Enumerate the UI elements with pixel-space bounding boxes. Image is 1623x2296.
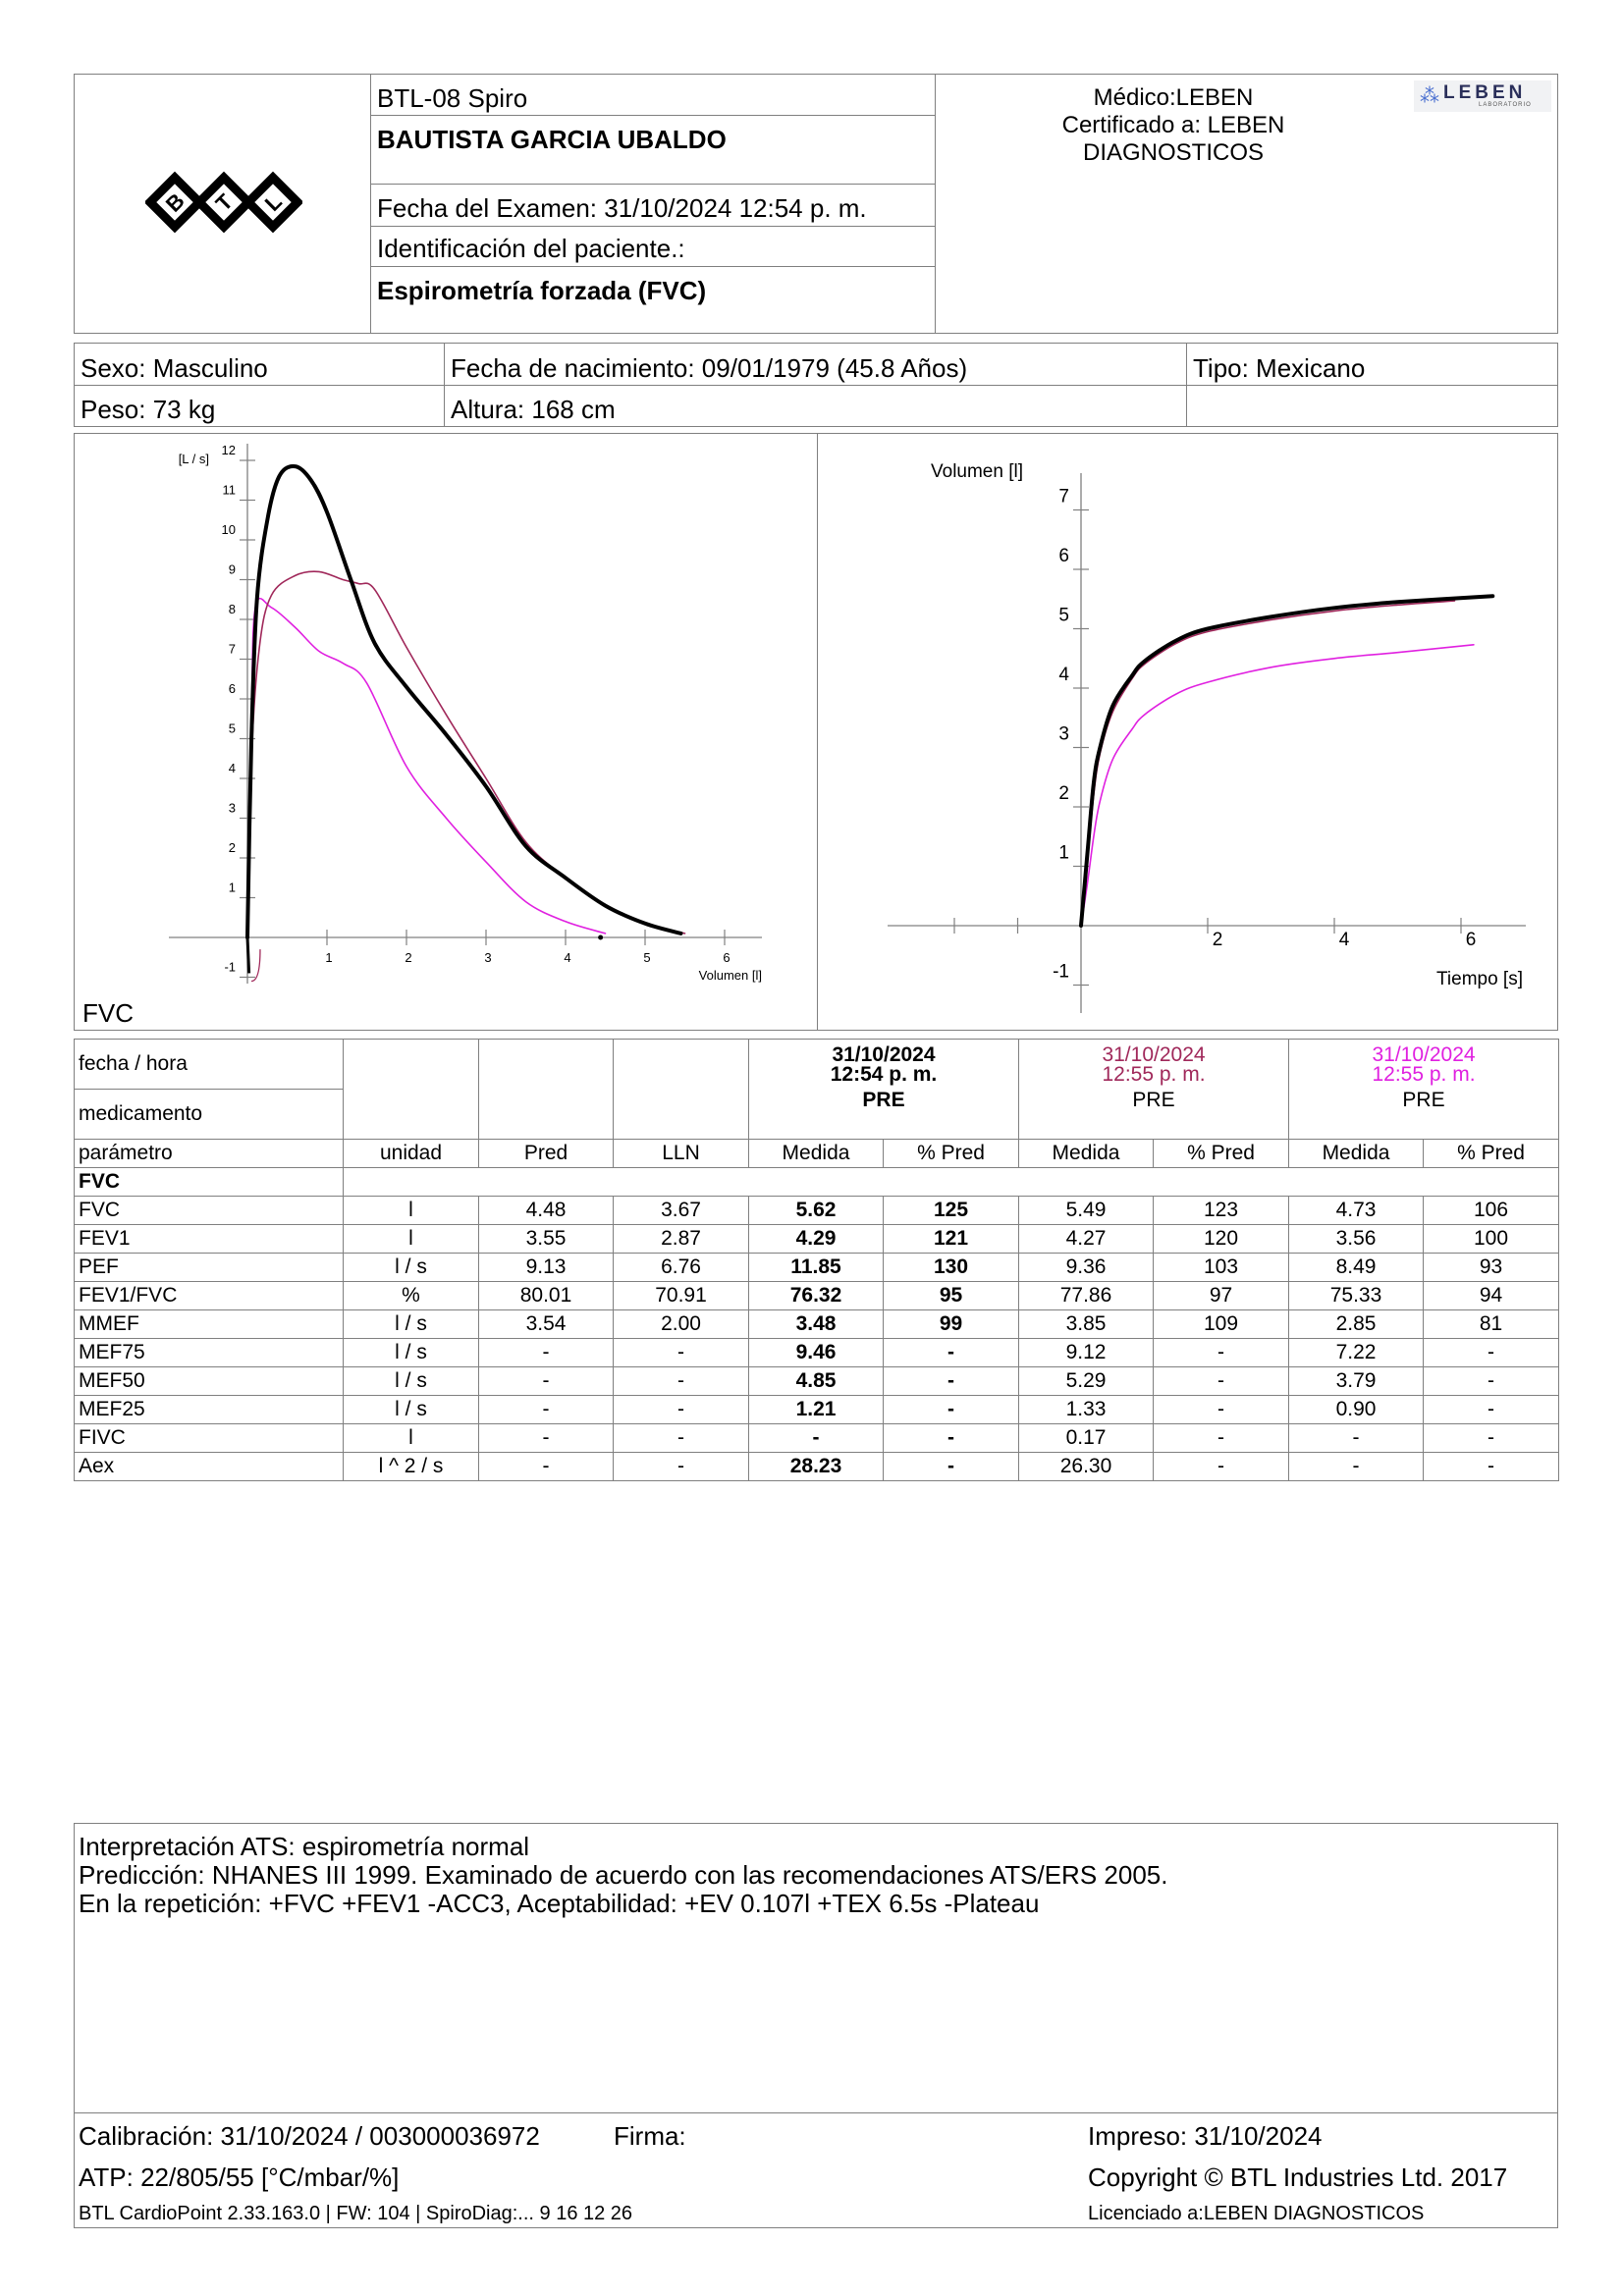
- patient-type: Tipo: Mexicano: [1193, 353, 1366, 383]
- table-cell: 2.00: [614, 1310, 749, 1339]
- x-tick-label: 1: [325, 950, 333, 965]
- y-tick-label: 5: [228, 721, 236, 736]
- table-cell: l: [344, 1424, 479, 1453]
- table-cell: 9.12: [1019, 1339, 1154, 1367]
- inspiration-tail: [251, 949, 260, 981]
- patient-sex: Sexo: Masculino: [81, 353, 268, 383]
- column-header: Medida: [749, 1140, 884, 1168]
- y-tick-label: 2: [228, 840, 236, 855]
- table-row: [75, 1339, 1559, 1367]
- table-cell: 5.62: [749, 1197, 884, 1225]
- table-cell: 97: [1154, 1282, 1289, 1310]
- table-cell: -: [1424, 1367, 1559, 1396]
- trial-medication: PRE: [1402, 1089, 1445, 1111]
- table-cell: 95: [884, 1282, 1019, 1310]
- btl-logo: [145, 163, 302, 241]
- table-cell: l / s: [344, 1254, 479, 1282]
- table-cell: l ^ 2 / s: [344, 1453, 479, 1481]
- x-tick-label: 2: [1212, 930, 1223, 950]
- y-tick-label: 8: [228, 602, 236, 616]
- trial-medication: PRE: [862, 1089, 905, 1111]
- column-header: Medida: [1019, 1140, 1154, 1168]
- table-cell: MEF50: [75, 1367, 344, 1396]
- table-cell: -: [1154, 1339, 1289, 1367]
- table-cell: MEF25: [75, 1396, 344, 1424]
- table-cell: 125: [884, 1197, 1019, 1225]
- fvc-marker: [598, 935, 603, 940]
- exam-date: Fecha del Examen: 31/10/2024 12:54 p. m.: [377, 193, 867, 223]
- table-cell: -: [614, 1339, 749, 1367]
- table-cell: 4.29: [749, 1225, 884, 1254]
- svg-text:L: L: [259, 188, 287, 216]
- signature-label: Firma:: [614, 2121, 686, 2151]
- trial-header: [1289, 1040, 1559, 1140]
- y-tick-label: -1: [1053, 961, 1069, 983]
- y-tick-label: 3: [1058, 723, 1069, 745]
- table-cell: Aex: [75, 1453, 344, 1481]
- y-axis-label: [L / s]: [178, 452, 209, 466]
- table-cell: 130: [884, 1254, 1019, 1282]
- table-cell: -: [1424, 1396, 1559, 1424]
- table-cell: -: [1154, 1396, 1289, 1424]
- device-name: BTL-08 Spiro: [377, 83, 528, 113]
- table-cell: -: [479, 1367, 614, 1396]
- table-cell: -: [479, 1424, 614, 1453]
- x-axis-label: Volumen [l]: [698, 968, 762, 983]
- table-cell: 3.56: [1289, 1225, 1424, 1254]
- table-cell: -: [1154, 1453, 1289, 1481]
- x-axis-label: Tiempo [s]: [1436, 969, 1523, 989]
- table-cell: 80.01: [479, 1282, 614, 1310]
- column-header: LLN: [614, 1140, 749, 1168]
- software-version: BTL CardioPoint 2.33.163.0 | FW: 104 | SpiroDiag:... 9 16 12 26: [79, 2203, 633, 2224]
- y-tick-label: 2: [1058, 783, 1069, 804]
- leben-logo: [1414, 80, 1551, 112]
- interpretation-line-3: En la repetición: +FVC +FEV1 -ACC3, Aceptabilidad: +EV 0.107l +TEX 6.5s -Plateau: [79, 1889, 1040, 1918]
- leben-logo-icon: ⁂: [1420, 85, 1439, 107]
- table-cell: 3.55: [479, 1225, 614, 1254]
- y-tick-label: 6: [228, 681, 236, 696]
- table-cell: 70.91: [614, 1282, 749, 1310]
- charts-label: FVC: [82, 998, 134, 1028]
- column-header: unidad: [344, 1140, 479, 1168]
- table-cell: 81: [1424, 1310, 1559, 1339]
- x-tick-label: 4: [564, 950, 571, 965]
- table-cell: 5.49: [1019, 1197, 1154, 1225]
- column-header: % Pred: [884, 1140, 1019, 1168]
- section-spacer: [344, 1168, 1559, 1197]
- column-header: Medida: [1289, 1140, 1424, 1168]
- table-row: [75, 1424, 1559, 1453]
- table-row: [75, 1367, 1559, 1396]
- table-row: [75, 1453, 1559, 1481]
- table-cell: 11.85: [749, 1254, 884, 1282]
- table-cell: -: [1424, 1453, 1559, 1481]
- inspiration-tail: [247, 937, 249, 973]
- table-cell: 6.76: [614, 1254, 749, 1282]
- table-cell: 93: [1424, 1254, 1559, 1282]
- y-tick-label: 1: [228, 880, 236, 895]
- certified-to: Certificado a: LEBEN: [1061, 112, 1285, 138]
- table-cell: 3.54: [479, 1310, 614, 1339]
- copyright: Copyright © BTL Industries Ltd. 2017: [1088, 2163, 1508, 2192]
- row-label-date: fecha / hora: [75, 1040, 344, 1090]
- trial-date: 31/10/2024: [1372, 1043, 1476, 1066]
- table-cell: -: [884, 1339, 1019, 1367]
- table-cell: 4.27: [1019, 1225, 1154, 1254]
- results-table: [74, 1039, 1559, 1481]
- x-tick-label: 3: [484, 950, 492, 965]
- table-cell: FIVC: [75, 1424, 344, 1453]
- table-cell: 9.13: [479, 1254, 614, 1282]
- y-axis-label: Volumen [l]: [931, 461, 1023, 482]
- table-cell: 94: [1424, 1282, 1559, 1310]
- y-tick-label: 4: [228, 761, 236, 775]
- table-cell: 9.36: [1019, 1254, 1154, 1282]
- atp: ATP: 22/805/55 [°C/mbar/%]: [79, 2163, 400, 2192]
- series-line: [1081, 601, 1455, 926]
- table-cell: -: [614, 1396, 749, 1424]
- table-cell: -: [614, 1367, 749, 1396]
- y-tick-label: 11: [222, 482, 236, 498]
- table-cell: MEF75: [75, 1339, 344, 1367]
- series-line: [1081, 596, 1492, 926]
- table-cell: l / s: [344, 1396, 479, 1424]
- series-line: [247, 571, 685, 937]
- y-tick-label: 10: [221, 522, 236, 537]
- table-row: [75, 1254, 1559, 1282]
- table-row: [75, 1396, 1559, 1424]
- volume-time-chart: [819, 434, 1557, 1030]
- section-label: FVC: [75, 1168, 344, 1197]
- table-section-row: [75, 1168, 1559, 1197]
- calibration: Calibración: 31/10/2024 / 003000036972: [79, 2121, 540, 2151]
- table-cell: 4.85: [749, 1367, 884, 1396]
- y-tick-label: 5: [1058, 605, 1069, 626]
- x-tick-label: 2: [405, 950, 412, 965]
- table-cell: FVC: [75, 1197, 344, 1225]
- flow-volume-chart: [75, 434, 816, 1030]
- table-cell: -: [614, 1453, 749, 1481]
- table-cell: 9.46: [749, 1339, 884, 1367]
- table-cell: 75.33: [1289, 1282, 1424, 1310]
- table-cell: 1.21: [749, 1396, 884, 1424]
- table-cell: FEV1/FVC: [75, 1282, 344, 1310]
- table-cell: -: [884, 1367, 1019, 1396]
- table-cell: -: [479, 1453, 614, 1481]
- x-tick-label: 5: [643, 950, 651, 965]
- table-cell: 121: [884, 1225, 1019, 1254]
- table-cell: 4.48: [479, 1197, 614, 1225]
- series-line: [1081, 645, 1474, 926]
- empty-cell: [479, 1040, 614, 1140]
- table-cell: -: [884, 1396, 1019, 1424]
- patient-weight: Peso: 73 kg: [81, 395, 216, 424]
- table-cell: 0.17: [1019, 1424, 1154, 1453]
- table-cell: l: [344, 1225, 479, 1254]
- patient-id-label: Identificación del paciente.:: [377, 234, 685, 263]
- table-cell: 5.29: [1019, 1367, 1154, 1396]
- table-cell: 123: [1154, 1197, 1289, 1225]
- table-cell: 77.86: [1019, 1282, 1154, 1310]
- table-cell: 8.49: [1289, 1254, 1424, 1282]
- table-cell: MMEF: [75, 1310, 344, 1339]
- printed-date: Impreso: 31/10/2024: [1088, 2121, 1323, 2151]
- leben-logo-sub: LABORATORIO: [1479, 102, 1532, 108]
- doctor-name: Médico:LEBEN: [1093, 84, 1254, 111]
- table-cell: 3.79: [1289, 1367, 1424, 1396]
- column-header: % Pred: [1154, 1140, 1289, 1168]
- table-cell: -: [614, 1424, 749, 1453]
- licensed-to: Licenciado a:LEBEN DIAGNOSTICOS: [1088, 2203, 1425, 2224]
- trial-header: [1019, 1040, 1289, 1140]
- table-row: [75, 1197, 1559, 1225]
- x-tick-label: 4: [1338, 930, 1350, 950]
- table-row: [75, 1282, 1559, 1310]
- table-cell: -: [1289, 1424, 1424, 1453]
- table-cell: 103: [1154, 1254, 1289, 1282]
- table-cell: 106: [1424, 1197, 1559, 1225]
- certified-to-2: DIAGNOSTICOS: [1082, 139, 1265, 166]
- y-tick-label: 6: [1058, 546, 1069, 566]
- interpretation-line-1: Interpretación ATS: espirometría normal: [79, 1832, 530, 1861]
- y-tick-label: 9: [228, 561, 236, 577]
- svg-text:B: B: [160, 187, 189, 217]
- table-cell: 4.73: [1289, 1197, 1424, 1225]
- table-row: [75, 1225, 1559, 1254]
- table-cell: 28.23: [749, 1453, 884, 1481]
- table-cell: l / s: [344, 1310, 479, 1339]
- table-cell: -: [1289, 1453, 1424, 1481]
- table-cell: -: [1154, 1367, 1289, 1396]
- table-cell: -: [884, 1424, 1019, 1453]
- leben-logo-text: LEBEN: [1443, 82, 1527, 103]
- table-cell: l / s: [344, 1339, 479, 1367]
- table-cell: 3.85: [1019, 1310, 1154, 1339]
- y-tick-label: 12: [221, 443, 236, 457]
- trial-header: [749, 1040, 1019, 1140]
- table-cell: 2.85: [1289, 1310, 1424, 1339]
- trial-time: 12:55 p. m.: [1372, 1063, 1476, 1086]
- table-cell: -: [749, 1424, 884, 1453]
- trial-time: 12:54 p. m.: [830, 1063, 938, 1086]
- row-label-medication: medicamento: [75, 1090, 344, 1140]
- empty-cell: [344, 1040, 479, 1140]
- column-header: parámetro: [75, 1140, 344, 1168]
- y-tick-label: 3: [228, 800, 236, 816]
- patient-height: Altura: 168 cm: [451, 395, 616, 424]
- table-column-headers: [75, 1140, 1559, 1168]
- y-tick-label: -1: [224, 959, 236, 975]
- table-cell: 3.67: [614, 1197, 749, 1225]
- table-cell: -: [1154, 1424, 1289, 1453]
- trial-date: 31/10/2024: [832, 1043, 936, 1066]
- table-header-date-row: [75, 1040, 1559, 1090]
- x-tick-label: 6: [1465, 930, 1477, 950]
- table-cell: 109: [1154, 1310, 1289, 1339]
- table-cell: -: [479, 1396, 614, 1424]
- svg-text:T: T: [210, 188, 238, 216]
- table-cell: PEF: [75, 1254, 344, 1282]
- trial-date: 31/10/2024: [1102, 1043, 1206, 1066]
- trial-medication: PRE: [1132, 1089, 1175, 1111]
- series-line: [247, 599, 606, 937]
- table-cell: 120: [1154, 1225, 1289, 1254]
- trial-time: 12:55 p. m.: [1102, 1063, 1206, 1086]
- table-cell: 100: [1424, 1225, 1559, 1254]
- table-cell: %: [344, 1282, 479, 1310]
- table-cell: FEV1: [75, 1225, 344, 1254]
- series-line: [247, 466, 681, 937]
- x-tick-label: 6: [723, 950, 730, 965]
- table-cell: 7.22: [1289, 1339, 1424, 1367]
- table-cell: l / s: [344, 1367, 479, 1396]
- y-tick-label: 4: [1058, 665, 1069, 685]
- table-row: [75, 1310, 1559, 1339]
- table-cell: l: [344, 1197, 479, 1225]
- empty-cell: [614, 1040, 749, 1140]
- column-header: % Pred: [1424, 1140, 1559, 1168]
- table-cell: 1.33: [1019, 1396, 1154, 1424]
- test-name: Espirometría forzada (FVC): [377, 276, 707, 305]
- table-cell: -: [1424, 1339, 1559, 1367]
- table-cell: 3.48: [749, 1310, 884, 1339]
- table-cell: -: [1424, 1424, 1559, 1453]
- column-header: Pred: [479, 1140, 614, 1168]
- interpretation-line-2: Predicción: NHANES III 1999. Examinado de acuerdo con las recomendaciones ATS/ERS 2005.: [79, 1860, 1168, 1890]
- patient-dob: Fecha de nacimiento: 09/01/1979 (45.8 Años): [451, 353, 968, 383]
- y-tick-label: 7: [228, 641, 236, 657]
- table-cell: 26.30: [1019, 1453, 1154, 1481]
- table-cell: 2.87: [614, 1225, 749, 1254]
- table-cell: -: [884, 1453, 1019, 1481]
- table-cell: -: [479, 1339, 614, 1367]
- table-cell: 0.90: [1289, 1396, 1424, 1424]
- patient-name: BAUTISTA GARCIA UBALDO: [377, 125, 727, 154]
- y-tick-label: 1: [1058, 842, 1069, 864]
- table-cell: 76.32: [749, 1282, 884, 1310]
- table-cell: 99: [884, 1310, 1019, 1339]
- y-tick-label: 7: [1058, 486, 1069, 507]
